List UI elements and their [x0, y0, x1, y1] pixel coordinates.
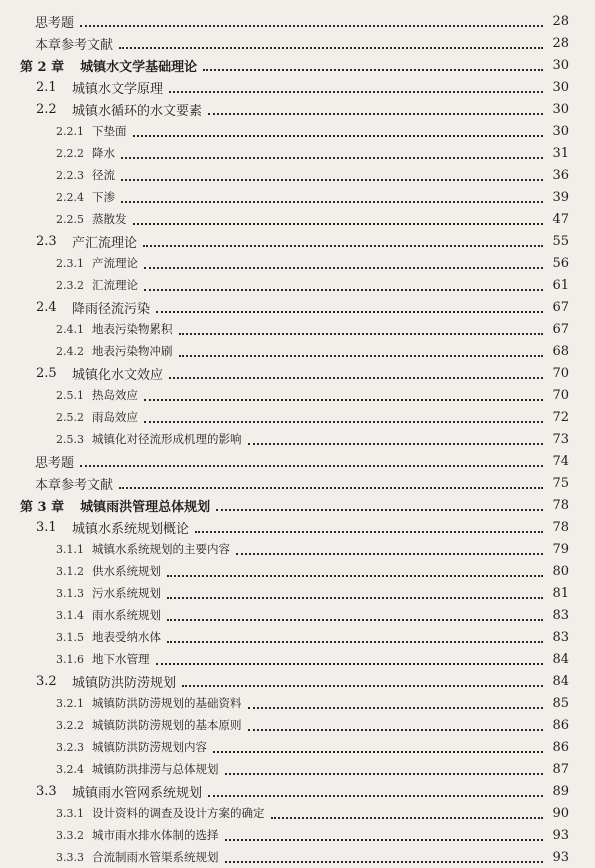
- toc-entry-number: 3.1.4: [56, 608, 84, 622]
- toc-entry: [36, 516, 569, 538]
- toc-entry-page: 28: [552, 13, 569, 29]
- toc-entry: [35, 10, 569, 32]
- toc-entry-title: 城市雨水排水体制的选择: [92, 828, 219, 842]
- toc-entry: [56, 846, 569, 868]
- dot-leader: [225, 772, 544, 775]
- toc-entry-page: 28: [552, 35, 569, 51]
- toc-entry-title: 城镇防洪防涝规划内容: [92, 740, 207, 754]
- dot-leader: [208, 794, 543, 797]
- toc-entry-title: 雨水系统规划: [92, 608, 161, 622]
- toc-entry: [36, 98, 569, 120]
- toc-entry-title: 汇流理论: [92, 278, 138, 292]
- toc-entry-title: 城镇雨洪管理总体规划: [80, 499, 211, 515]
- dot-leader: [179, 354, 544, 357]
- dot-leader: [248, 442, 544, 445]
- dot-leader: [80, 464, 543, 467]
- toc-entry-number: 3.2.4: [56, 762, 84, 776]
- dot-leader: [248, 728, 544, 731]
- toc-entry-title: 城镇水系统规划的主要内容: [92, 542, 230, 556]
- toc-entry-title: 设计资料的调查及设计方案的确定: [92, 806, 265, 820]
- dot-leader: [167, 618, 543, 621]
- toc-entry-title: 城镇防洪防涝规划: [72, 675, 177, 691]
- toc-entry: [36, 230, 569, 252]
- toc-entry: [20, 494, 569, 516]
- toc-entry-number: 2.2.1: [56, 124, 84, 138]
- toc-entry: [56, 626, 569, 648]
- toc-entry: [56, 604, 569, 626]
- toc-entry-page: 30: [552, 123, 569, 139]
- toc-entry-page: 79: [552, 541, 569, 557]
- toc-entry: [56, 824, 569, 846]
- dot-leader: [225, 860, 544, 863]
- toc-entry: [36, 670, 569, 692]
- toc-entry-title: 污水系统规划: [92, 586, 161, 600]
- dot-leader: [182, 684, 543, 687]
- dot-leader: [236, 552, 543, 555]
- dot-leader: [203, 68, 543, 71]
- dot-leader: [133, 134, 544, 137]
- toc-entry-number: 2.3.2: [56, 278, 84, 292]
- dot-leader: [179, 332, 544, 335]
- dot-leader: [169, 376, 543, 379]
- dot-leader: [80, 24, 543, 27]
- toc-entry: [56, 714, 569, 736]
- toc-entry-number: 2.1: [36, 79, 57, 95]
- toc-entry-title: 产汇流理论: [72, 235, 138, 251]
- dot-leader: [156, 662, 544, 665]
- toc-entry-title: 城镇防洪防涝规划的基础资料: [92, 696, 242, 710]
- toc-entry-number: 3.1.1: [56, 542, 84, 556]
- dot-leader: [271, 816, 544, 819]
- toc-entry-page: 74: [552, 453, 569, 469]
- toc-entry-number: 3.1: [36, 519, 57, 535]
- toc-entry: [56, 648, 569, 670]
- toc-entry-page: 55: [552, 233, 569, 249]
- dot-leader: [144, 266, 543, 269]
- toc-entry-number: 3.2.3: [56, 740, 84, 754]
- toc-entry-title: 降水: [92, 146, 115, 160]
- toc-entry-title: 径流: [92, 168, 115, 182]
- toc-entry-number: 2.4: [36, 299, 57, 315]
- toc-entry-page: 78: [552, 519, 569, 535]
- toc-entry-number: 2.3: [36, 233, 57, 249]
- toc-entry-page: 83: [552, 629, 569, 645]
- dot-leader: [167, 640, 543, 643]
- toc-entry: [56, 164, 569, 186]
- toc-entry-title: 本章参考文献: [35, 477, 114, 493]
- toc-entry-title: 思考题: [35, 15, 75, 31]
- toc-entry-page: 86: [552, 717, 569, 733]
- toc-entry-number: 3.1.6: [56, 652, 84, 666]
- dot-leader: [213, 750, 543, 753]
- dot-leader: [167, 596, 543, 599]
- toc-entry-title: 城镇水循环的水文要素: [72, 103, 203, 119]
- toc-entry-title: 雨岛效应: [92, 410, 138, 424]
- toc-entry-page: 78: [552, 497, 569, 513]
- toc-entry-title: 城镇水系统规划概论: [72, 521, 190, 537]
- dot-leader: [169, 90, 543, 93]
- toc-entry-number: 3.1.3: [56, 586, 84, 600]
- toc-entry-page: 93: [552, 827, 569, 843]
- toc-entry-title: 合流制雨水管渠系统规划: [92, 850, 219, 864]
- toc-entry: [36, 362, 569, 384]
- toc-entry-number: 2.5.2: [56, 410, 84, 424]
- toc-entry-number: 2.4.1: [56, 322, 84, 336]
- dot-leader: [119, 46, 543, 49]
- dot-leader: [119, 486, 543, 489]
- toc-entry-page: 70: [552, 387, 569, 403]
- toc-entry-title: 城镇化对径流形成机理的影响: [92, 432, 242, 446]
- toc-entry: [56, 736, 569, 758]
- toc-entry: [56, 582, 569, 604]
- toc-entry-title: 城镇化水文效应: [72, 367, 164, 383]
- toc-entry-page: 36: [552, 167, 569, 183]
- toc-entry: [56, 186, 569, 208]
- toc-entry: [56, 120, 569, 142]
- toc-entry-number: 2.2.3: [56, 168, 84, 182]
- toc-entry-number: 2.3.1: [56, 256, 84, 270]
- toc-entry-number: 3.2.2: [56, 718, 84, 732]
- toc-entry-page: 56: [552, 255, 569, 271]
- toc-entry-title: 地表污染物冲刷: [92, 344, 173, 358]
- toc-entry-page: 85: [552, 695, 569, 711]
- toc-entry-number: 2.4.2: [56, 344, 84, 358]
- toc-entry-page: 90: [552, 805, 569, 821]
- toc-entry-page: 67: [552, 299, 569, 315]
- toc-entry-number: 2.2.4: [56, 190, 84, 204]
- toc-entry-page: 83: [552, 607, 569, 623]
- toc-entry-title: 地表污染物累积: [92, 322, 173, 336]
- toc-entry-title: 产流理论: [92, 256, 138, 270]
- toc-entry-page: 84: [552, 651, 569, 667]
- toc-entry-title: 本章参考文献: [35, 37, 114, 53]
- toc-entry-number: 3.3.2: [56, 828, 84, 842]
- toc-entry: [56, 692, 569, 714]
- toc-entry-title: 城镇雨水管网系统规划: [72, 785, 203, 801]
- toc-entry-title: 蒸散发: [92, 212, 127, 226]
- toc-entry: [56, 538, 569, 560]
- toc-entry-page: 72: [552, 409, 569, 425]
- dot-leader: [144, 398, 543, 401]
- toc-entry-page: 87: [552, 761, 569, 777]
- toc-entry-number: 3.3.3: [56, 850, 84, 864]
- toc-entry-title: 城镇防洪排涝与总体规划: [92, 762, 219, 776]
- toc-entry: [56, 252, 569, 274]
- dot-leader: [121, 178, 543, 181]
- toc-entry-title: 城镇水文学原理: [72, 81, 164, 97]
- toc-entry-title: 供水系统规划: [92, 564, 161, 578]
- toc-entry: [56, 142, 569, 164]
- toc-entry-page: 30: [552, 101, 569, 117]
- toc-entry-page: 81: [552, 585, 569, 601]
- toc-entry: [56, 758, 569, 780]
- toc-entry-number: 第 2 章: [20, 59, 65, 75]
- toc-entry-page: 80: [552, 563, 569, 579]
- toc-entry: [56, 428, 569, 450]
- dot-leader: [167, 574, 543, 577]
- toc-entry: [56, 340, 569, 362]
- toc-entry-page: 84: [552, 673, 569, 689]
- dot-leader: [225, 838, 544, 841]
- toc-entry-number: 2.5: [36, 365, 57, 381]
- toc-entry-page: 93: [552, 849, 569, 865]
- dot-leader: [216, 508, 543, 511]
- dot-leader: [121, 200, 543, 203]
- toc-entry-page: 75: [552, 475, 569, 491]
- toc-entry-number: 3.2: [36, 673, 57, 689]
- toc-entry-number: 3.2.1: [56, 696, 84, 710]
- toc-entry-number: 2.2: [36, 101, 57, 117]
- dot-leader: [121, 156, 543, 159]
- toc-entry: [56, 406, 569, 428]
- toc-entry-page: 30: [552, 79, 569, 95]
- toc-entry-title: 地下水管理: [92, 652, 150, 666]
- toc-entry-title: 下渗: [92, 190, 115, 204]
- toc-entry-number: 3.3: [36, 783, 57, 799]
- toc-entry-page: 39: [552, 189, 569, 205]
- toc-entry-title: 思考题: [35, 455, 75, 471]
- toc-entry-title: 热岛效应: [92, 388, 138, 402]
- dot-leader: [144, 288, 543, 291]
- toc-entry: [56, 384, 569, 406]
- toc-entry-page: 89: [552, 783, 569, 799]
- toc-entry-number: 2.2.2: [56, 146, 84, 160]
- toc-entry-number: 3.3.1: [56, 806, 84, 820]
- toc-entry-number: 3.1.2: [56, 564, 84, 578]
- toc-entry: [36, 296, 569, 318]
- toc-entry-title: 降雨径流污染: [72, 301, 151, 317]
- toc-entry: [56, 802, 569, 824]
- toc-entry-page: 70: [552, 365, 569, 381]
- toc-entry: [36, 76, 569, 98]
- dot-leader: [143, 244, 543, 247]
- toc-entry-title: 城镇防洪防涝规划的基本原则: [92, 718, 242, 732]
- toc-entry-number: 3.1.5: [56, 630, 84, 644]
- dot-leader: [144, 420, 543, 423]
- toc-entry-number: 2.5.3: [56, 432, 84, 446]
- dot-leader: [195, 530, 543, 533]
- dot-leader: [208, 112, 543, 115]
- toc-entry-number: 2.5.1: [56, 388, 84, 402]
- toc-entry-page: 61: [552, 277, 569, 293]
- dot-leader: [248, 706, 544, 709]
- toc-entry: [56, 318, 569, 340]
- toc-entry: [35, 32, 569, 54]
- toc-entry-page: 86: [552, 739, 569, 755]
- toc-entry-number: 2.2.5: [56, 212, 84, 226]
- toc-entry-page: 73: [552, 431, 569, 447]
- toc-entry-title: 地表受纳水体: [92, 630, 161, 644]
- toc-entry: [35, 472, 569, 494]
- toc-entry: [56, 560, 569, 582]
- toc-entry-page: 30: [552, 57, 569, 73]
- toc-entry-title: 城镇水文学基础理论: [80, 59, 198, 75]
- toc-entry: [36, 780, 569, 802]
- toc-entry: [56, 274, 569, 296]
- toc-entry-title: 下垫面: [92, 124, 127, 138]
- toc-entry-page: 47: [552, 211, 569, 227]
- toc-entry: [56, 208, 569, 230]
- toc-entry-page: 68: [552, 343, 569, 359]
- dot-leader: [156, 310, 543, 313]
- toc-entry: [20, 54, 569, 76]
- toc-entry-page: 67: [552, 321, 569, 337]
- toc-entry-number: 第 3 章: [20, 499, 65, 515]
- toc-entry: [35, 450, 569, 472]
- dot-leader: [133, 222, 544, 225]
- toc-entry-page: 31: [552, 145, 569, 161]
